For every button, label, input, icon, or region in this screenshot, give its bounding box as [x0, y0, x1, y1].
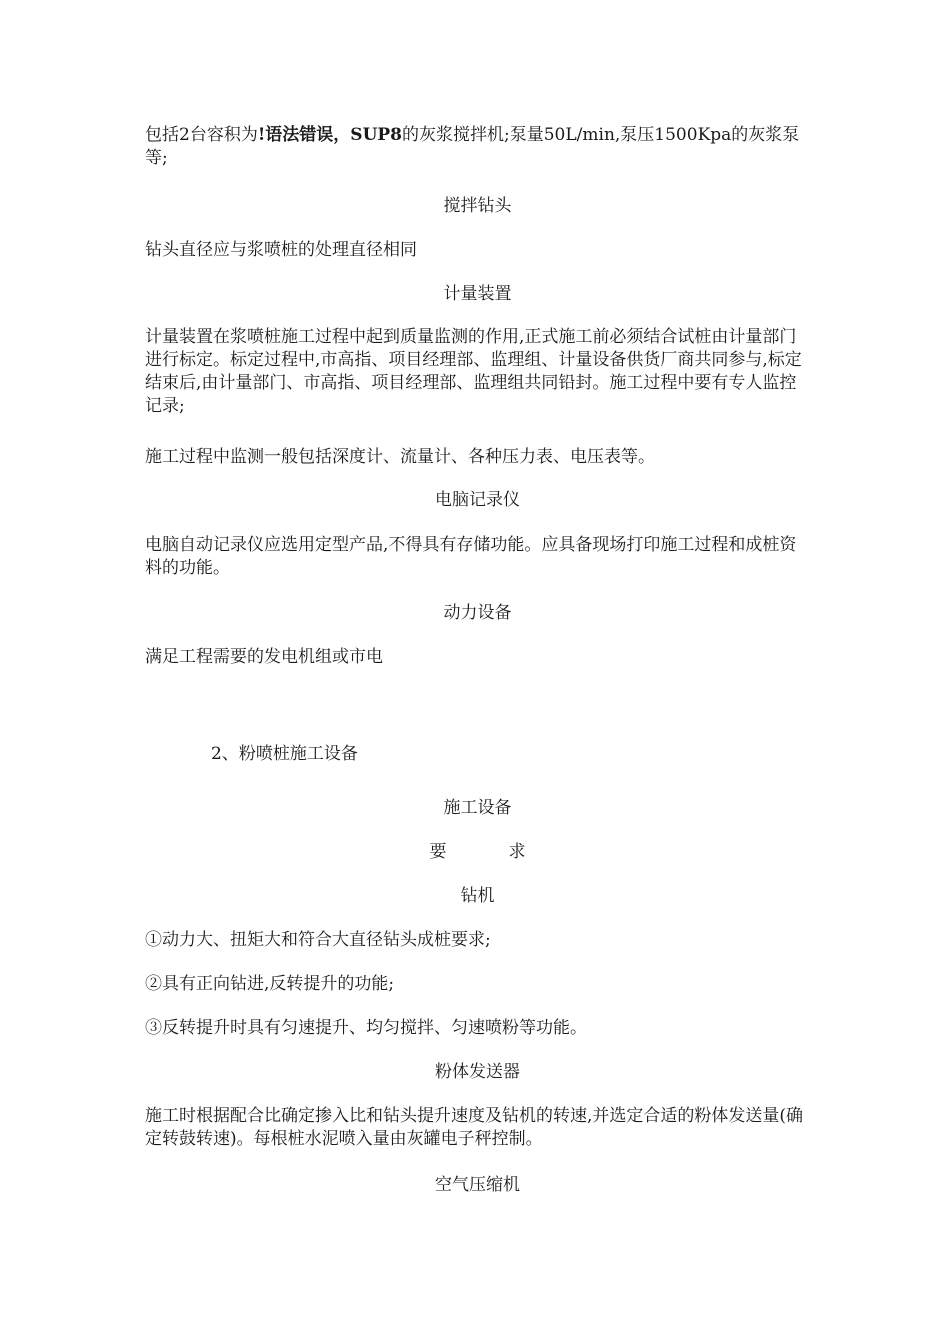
- heading-recorder: 电脑记录仪: [435, 490, 520, 510]
- heading-equipment: 施工设备: [443, 798, 512, 818]
- requirements-char-2: 求: [508, 842, 526, 862]
- paragraph-powder-feeder: 施工时根据配合比确定掺入比和钻头提升速度及钻机的转速,并选定合适的粉体发送量(确定转鼓转速)。每根桩水泥喷入量由灰罐电子秤控制。: [145, 1106, 804, 1149]
- heading-powder-feeder: 粉体发送器: [435, 1062, 520, 1082]
- paragraph-mixing-bit: 钻头直径应与浆喷桩的处理直径相同: [145, 240, 417, 260]
- paragraph-metering: 计量装置在浆喷桩施工过程中起到质量监测的作用,正式施工前必须结合试桩由计量部门进行标定。标定过程中,市高指、项目经理部、监理组、计量设备供货厂商共同参与,标定结束后,由计量部门、市高指、项目经理部、监理组共同铅封。施工过程中要有专人监控记录;: [145, 327, 802, 416]
- requirements-char-1: 要: [429, 842, 447, 862]
- grout-pump-prefix: 包括2台容积为: [145, 125, 258, 145]
- drill-item-3: ③反转提升时具有匀速提升、均匀搅拌、匀速喷粉等功能。: [145, 1018, 587, 1038]
- heading-drill: 钻机: [460, 886, 495, 906]
- drill-item-2: ②具有正向钻进,反转提升的功能;: [145, 974, 395, 994]
- paragraph-recorder: 电脑自动记录仪应选用定型产品,不得具有存储功能。应具备现场打印施工过程和成桩资料的功能。: [145, 535, 797, 578]
- grout-pump-suffix: 的灰浆搅拌机;泵量50L/min,泵压1500Kpa的灰浆泵等;: [145, 125, 800, 168]
- heading-metering: 计量装置: [443, 284, 512, 304]
- heading-air-compressor: 空气压缩机: [435, 1175, 520, 1195]
- grammar-error-text: !语法错误，: [257, 125, 351, 145]
- heading-power: 动力设备: [443, 603, 512, 623]
- drill-item-1: ①动力大、扭矩大和符合大直径钻头成桩要求;: [145, 930, 491, 950]
- heading-mixing-bit: 搅拌钻头: [443, 196, 512, 216]
- model-code: SUP8: [350, 125, 403, 145]
- heading-requirements: [145, 841, 810, 864]
- paragraph-grout-pump: [145, 124, 810, 170]
- section-2-title: 2、粉喷桩施工设备: [211, 744, 358, 764]
- paragraph-power: 满足工程需要的发电机组或市电: [145, 647, 383, 667]
- paragraph-monitoring: 施工过程中监测一般包括深度计、流量计、各种压力表、电压表等。: [145, 447, 655, 467]
